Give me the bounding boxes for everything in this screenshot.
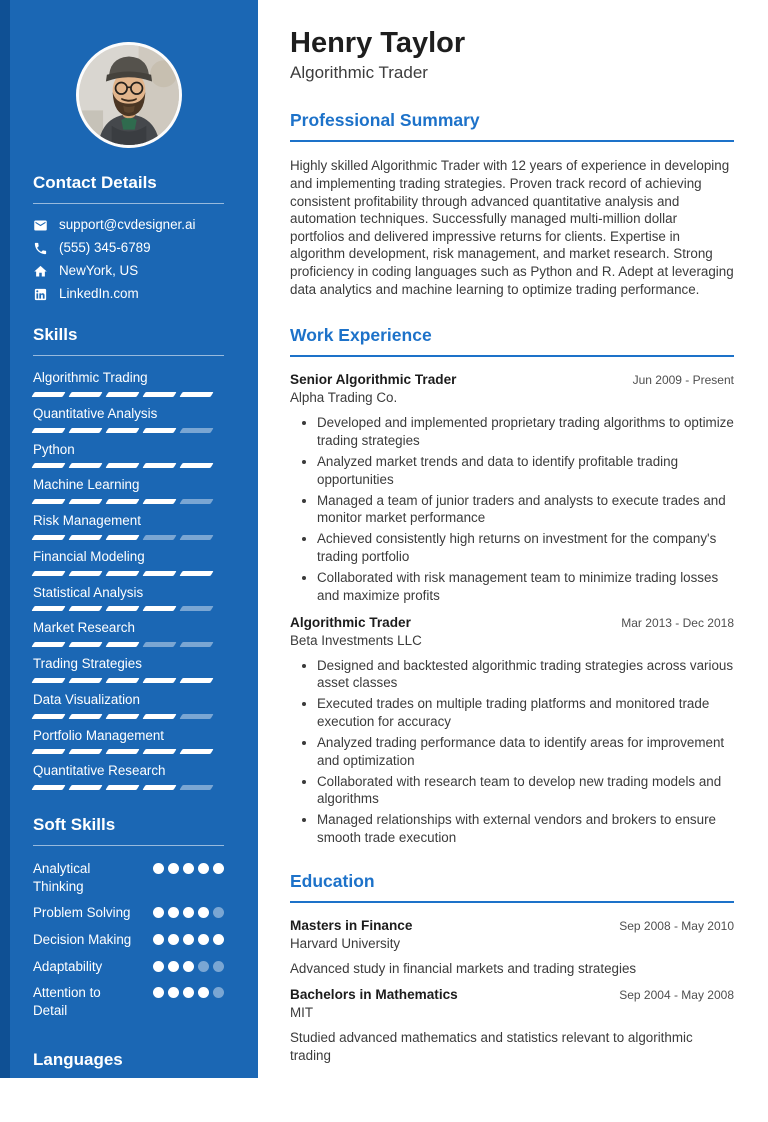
skill-bar: [33, 714, 224, 719]
language-pill: Spanish: [111, 1097, 186, 1122]
degree-title: Bachelors in Mathematics: [290, 986, 458, 1002]
skill-bar-segment: [31, 392, 65, 397]
summary-section: [290, 110, 734, 298]
skill-item: [33, 477, 224, 504]
skill-bar-segment: [31, 571, 65, 576]
soft-skill-item: [33, 931, 224, 949]
email-icon: [33, 218, 48, 233]
job-title: Senior Algorithmic Trader: [290, 372, 457, 388]
skill-bar: [33, 571, 224, 576]
rating-dot: [153, 934, 164, 945]
skill-bar-segment: [105, 463, 139, 468]
skill-bar-segment: [105, 499, 139, 504]
job-bullet: • Analyzed trading performance data to identify areas for improvement and optimization: [317, 734, 734, 770]
skill-bar-segment: [31, 785, 65, 790]
job-company: Alpha Trading Co.: [290, 390, 398, 406]
skill-item: [33, 656, 224, 683]
skill-bar-segment: [179, 499, 213, 504]
rating-dot: [183, 987, 194, 998]
skill-bar-segment: [105, 606, 139, 611]
skill-bar-segment: [179, 785, 213, 790]
rating-dot: [183, 907, 194, 918]
skill-item: [33, 763, 224, 790]
job-header-row: [290, 372, 734, 387]
education-entry: [290, 918, 734, 978]
rating-dot: [168, 961, 179, 972]
rating-dot: [153, 907, 164, 918]
resume-header: [290, 27, 734, 83]
job-entry: [290, 372, 734, 604]
soft-skill-rating: [153, 931, 224, 949]
skill-label: Data Visualization: [33, 691, 140, 707]
skill-label: Financial Modeling: [33, 548, 145, 564]
skill-label: Market Research: [33, 620, 135, 636]
soft-skill-rating: [153, 904, 224, 922]
rating-dot: [153, 863, 164, 874]
skill-label: Quantitative Analysis: [33, 405, 158, 421]
skill-bar-segment: [179, 571, 213, 576]
education-list: [290, 918, 734, 1064]
skill-item: [33, 692, 224, 719]
contact-item[interactable]: [33, 287, 224, 302]
contact-item-text: NewYork, US: [59, 263, 139, 279]
job-bullet: • Analyzed market trends and data to identify profitable trading opportunities: [317, 453, 734, 489]
soft-skill-item: [33, 904, 224, 922]
person-job-title: Algorithmic Trader: [290, 63, 428, 83]
soft-skill-label: Problem Solving: [33, 905, 131, 921]
skill-bar-segment: [31, 463, 65, 468]
job-bullet: • Designed and backtested algorithmic trading strategies across various asset classes: [317, 657, 734, 693]
contact-item[interactable]: [33, 241, 224, 256]
skill-bar-segment: [105, 678, 139, 683]
soft-skill-rating: [153, 860, 224, 895]
skill-item: [33, 728, 224, 755]
skill-bar-segment: [68, 642, 102, 647]
skill-bar-segment: [31, 606, 65, 611]
phone-icon: [33, 241, 48, 256]
education-dates: Sep 2008 - May 2010: [619, 918, 734, 933]
rating-dot: [213, 987, 224, 998]
skill-bar: [33, 428, 224, 433]
rating-dot: [198, 907, 209, 918]
skill-bar-segment: [68, 571, 102, 576]
skill-bar-segment: [31, 642, 65, 647]
soft-skill-item: [33, 958, 224, 976]
skill-item: [33, 620, 224, 647]
profile-photo-illustration: [79, 45, 179, 145]
skill-bar-segment: [31, 678, 65, 683]
rating-dot: [153, 987, 164, 998]
skill-item: [33, 406, 224, 433]
job-bullet: • Achieved consistently high returns on investment for the company's trading portfolio: [317, 530, 734, 566]
skill-bar-segment: [142, 678, 176, 683]
skills-list: [33, 370, 224, 790]
skill-bar-segment: [179, 428, 213, 433]
skill-bar-segment: [179, 678, 213, 683]
skill-bar-segment: [142, 392, 176, 397]
skill-label: Risk Management: [33, 513, 141, 528]
skill-bar-segment: [68, 749, 102, 754]
skill-bar-segment: [105, 642, 139, 647]
soft-skill-rating: [153, 984, 224, 1019]
skill-bar: [33, 499, 224, 504]
job-bullet: • Managed relationships with external vendors and brokers to ensure smooth trade execution: [317, 811, 734, 847]
job-dates: Mar 2013 - Dec 2018: [621, 615, 734, 630]
contact-item-text: (555) 345-6789: [59, 240, 151, 256]
rating-dot: [153, 961, 164, 972]
skill-bar-segment: [179, 714, 213, 719]
education-entry: [290, 987, 734, 1065]
skill-bar-segment: [142, 428, 176, 433]
skill-bar-segment: [31, 714, 65, 719]
skill-bar-segment: [179, 392, 213, 397]
language-pill: English: [33, 1097, 103, 1122]
skill-item: [33, 585, 224, 612]
rating-dot: [198, 934, 209, 945]
skill-item: [33, 442, 224, 469]
contact-section: [33, 173, 224, 302]
skill-label: Python: [33, 441, 75, 457]
job-header-row: [290, 615, 734, 630]
education-section: [290, 871, 734, 1064]
skill-item: [33, 549, 224, 576]
skill-bar: [33, 642, 224, 647]
summary-heading: Professional Summary: [290, 110, 734, 142]
skill-bar: [33, 535, 224, 540]
experience-heading: Work Experience: [290, 325, 734, 357]
skill-label: Machine Learning: [33, 477, 140, 493]
rating-dot: [168, 934, 179, 945]
job-bullets: [290, 657, 734, 847]
soft-skills-heading: Soft Skills: [33, 815, 224, 846]
linkedin-icon: [33, 287, 48, 302]
skill-bar-segment: [142, 642, 176, 647]
job-bullet: • Collaborated with research team to develop new trading models and algorithms: [317, 773, 734, 809]
education-description: Studied advanced mathematics and statistics relevant to algorithmic trading: [290, 1029, 693, 1063]
skill-bar-segment: [142, 606, 176, 611]
soft-skill-label: Analytical Thinking: [33, 861, 91, 894]
main-content: [258, 0, 768, 1078]
soft-skill-rating: [153, 958, 224, 976]
rating-dot: [213, 907, 224, 918]
skill-bar-segment: [105, 714, 139, 719]
rating-dot: [183, 961, 194, 972]
rating-dot: [198, 961, 209, 972]
skill-bar: [33, 392, 224, 397]
skill-bar-segment: [105, 749, 139, 754]
skill-bar-segment: [105, 571, 139, 576]
school-name: MIT: [290, 1004, 314, 1020]
soft-skills-section: [33, 815, 224, 1020]
rating-dot: [198, 987, 209, 998]
rating-dot: [198, 863, 209, 874]
skills-section: [33, 325, 224, 790]
skill-item: [33, 370, 224, 397]
skill-bar: [33, 606, 224, 611]
education-dates: Sep 2004 - May 2008: [619, 987, 734, 1002]
soft-skill-item: [33, 984, 224, 1019]
skill-bar-segment: [105, 785, 139, 790]
sidebar: [0, 0, 258, 1117]
rating-dot: [168, 863, 179, 874]
summary-text: Highly skilled Algorithmic Trader with 12 years of experience in developing and implementing trading strategies. Proven track record of achieving consistent profitability through advanced quantitative analysis and automation techniques. Successfully managed multi-million dollar portfolios and delivered impressive returns for clients. Expertise in algorithm development, risk management, and market research. Strong proficiency in coding languages such as Python and R. Adept at leveraging data analytics and machine learning to optimize trading performance.: [290, 158, 734, 297]
skill-bar-segment: [31, 499, 65, 504]
skill-item: [33, 513, 224, 540]
skill-bar-segment: [68, 463, 102, 468]
rating-dot: [183, 934, 194, 945]
skills-heading: Skills: [33, 325, 224, 356]
soft-skills-list: [33, 860, 224, 1020]
degree-title: Masters in Finance: [290, 917, 413, 933]
skill-bar-segment: [68, 499, 102, 504]
person-name: Henry Taylor: [290, 27, 466, 59]
skill-bar-segment: [68, 606, 102, 611]
skill-bar-segment: [68, 535, 102, 540]
skill-label: Trading Strategies: [33, 656, 142, 671]
education-heading: Education: [290, 871, 734, 903]
skill-bar-segment: [31, 428, 65, 433]
skill-bar-segment: [142, 714, 176, 719]
skill-bar: [33, 463, 224, 468]
skill-bar-segment: [105, 535, 139, 540]
school-name: Harvard University: [290, 935, 401, 951]
soft-skill-label: Decision Making: [33, 932, 132, 948]
jobs-list: [290, 372, 734, 847]
skill-bar-segment: [179, 749, 213, 754]
skill-bar-segment: [68, 678, 102, 683]
skill-bar-segment: [179, 642, 213, 647]
contact-item[interactable]: [33, 264, 224, 279]
skill-bar: [33, 749, 224, 754]
skill-bar-segment: [68, 785, 102, 790]
rating-dot: [213, 934, 224, 945]
home-icon: [33, 264, 48, 279]
skill-label: Portfolio Management: [33, 727, 165, 743]
skill-bar-segment: [31, 535, 65, 540]
skill-bar-segment: [31, 749, 65, 754]
contact-item-text: support@cvdesigner.ai: [59, 217, 196, 233]
rating-dot: [168, 907, 179, 918]
skill-bar-segment: [105, 428, 139, 433]
skill-bar-segment: [142, 749, 176, 754]
job-bullet: • Developed and implemented proprietary trading algorithms to optimize trading strategies: [317, 414, 734, 450]
skill-label: Quantitative Research: [33, 763, 166, 779]
soft-skill-item: [33, 860, 224, 895]
skill-bar-segment: [68, 714, 102, 719]
job-bullets: [290, 414, 734, 604]
job-dates: Jun 2009 - Present: [632, 373, 734, 388]
contact-item[interactable]: [33, 218, 224, 233]
education-header-row: [290, 987, 734, 1002]
experience-section: [290, 325, 734, 847]
languages-section: [33, 1050, 224, 1122]
skill-label: Statistical Analysis: [33, 584, 144, 600]
job-bullet: • Collaborated with risk management team to minimize trading losses and maximize profits: [317, 569, 734, 605]
education-header-row: [290, 918, 734, 933]
skill-bar-segment: [142, 463, 176, 468]
languages-list: [33, 1097, 224, 1122]
skill-bar-segment: [68, 428, 102, 433]
contact-list: [33, 218, 224, 302]
skill-bar-segment: [142, 535, 176, 540]
skill-bar-segment: [105, 392, 139, 397]
skill-bar: [33, 678, 224, 683]
languages-heading: Languages: [33, 1050, 224, 1081]
job-entry: [290, 615, 734, 847]
skill-bar-segment: [179, 535, 213, 540]
skill-bar-segment: [68, 392, 102, 397]
rating-dot: [213, 961, 224, 972]
rating-dot: [183, 863, 194, 874]
skill-label: Algorithmic Trading: [33, 370, 148, 385]
sidebar-edge-stripe: [0, 0, 10, 1078]
avatar: [76, 42, 182, 148]
soft-skill-label: Adaptability: [33, 958, 103, 974]
education-description: Advanced study in financial markets and trading strategies: [290, 960, 637, 976]
contact-item-text: LinkedIn.com: [59, 286, 139, 302]
job-bullet: • Managed a team of junior traders and analysts to execute trades and monitor market performance: [317, 492, 734, 528]
rating-dot: [168, 987, 179, 998]
skill-bar-segment: [179, 463, 213, 468]
skill-bar-segment: [142, 571, 176, 576]
skill-bar-segment: [142, 499, 176, 504]
contact-heading: Contact Details: [33, 173, 224, 204]
job-title: Algorithmic Trader: [290, 614, 411, 630]
skill-bar-segment: [142, 785, 176, 790]
skill-bar-segment: [179, 606, 213, 611]
rating-dot: [213, 863, 224, 874]
soft-skill-label: Attention to Detail: [33, 985, 101, 1019]
skill-bar: [33, 785, 224, 790]
job-bullet: • Executed trades on multiple trading platforms and monitored trade execution for accuracy: [317, 695, 734, 731]
job-company: Beta Investments LLC: [290, 632, 422, 648]
